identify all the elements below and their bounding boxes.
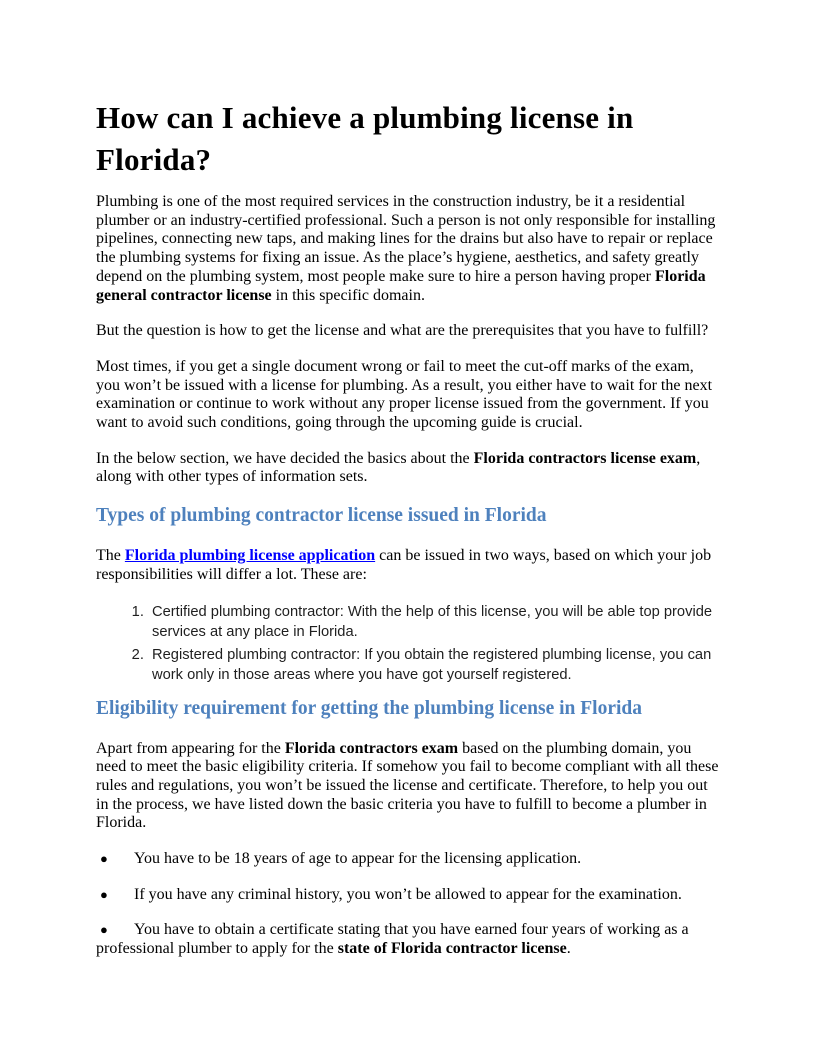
text-run: In the below section, we have decided the basics about the [96, 449, 474, 467]
text-run: can be issued in two ways, based on which your job responsibilities will differ a lot. These are: [96, 547, 712, 583]
document-title: How can I achieve a plumbing license in Florida? [96, 100, 634, 177]
bullet-text [134, 850, 581, 867]
paragraph-eligibility [96, 740, 720, 834]
bold-text-run: Florida contractors license exam [473, 449, 697, 467]
paragraph-license-application [96, 547, 720, 584]
paragraph-most-times [96, 358, 720, 433]
bullet-text [96, 921, 689, 957]
bold-text-run: Florida general contractor license [96, 267, 706, 304]
text-run: in this specific domain. [271, 286, 425, 304]
bullet-item-certificate [96, 921, 720, 958]
list-item-certified: 1. Certified plumbing contractor: With the help of this license, you will be able top provide services at any place in Florida. [148, 602, 720, 642]
paragraph-below-section [96, 450, 720, 487]
paragraph-question [96, 322, 720, 341]
bullet-item-criminal-history [96, 886, 720, 905]
section-heading-eligibility: Eligibility requirement for getting the plumbing license in Florida [96, 697, 643, 719]
text-run: based on the plumbing domain, you need to meet the basic eligibility criteria. If somehow you fail to become compliant with all these rules and regulations, you won’t be issued the license and certificate. Therefore, to help you out in the process, we have listed down the basic criteria you have to fulfill to become a plumber in Florida. [96, 739, 719, 832]
section-heading-types: Types of plumbing contractor license issued in Florida [96, 505, 547, 527]
text-run: You have to be 18 years of age to appear for the licensing application. [134, 850, 582, 868]
bullet-text [134, 886, 682, 903]
text-run: , along with other types of information sets. [96, 449, 701, 486]
bullet-icon: ● [100, 922, 108, 938]
numbered-list-license-types [96, 602, 720, 685]
text-run: The [96, 547, 125, 565]
paragraph-intro [96, 193, 720, 305]
text-run: . [566, 940, 571, 958]
text-run: But the question is how to get the license and what are the prerequisites that you have to fulfill? [96, 322, 709, 340]
text-run: Most times, if you get a single document wrong or fail to meet the cut-off marks of the exam, you won’t be issued with a license for plumbing. As a result, you either have to wait for the next examination or continue to work without any proper license issued from the government. If you want to avoid such conditions, going through the upcoming guide is crucial. [96, 357, 713, 432]
text-run: Apart from appearing for the [96, 739, 285, 757]
bullet-icon: ● [100, 851, 108, 867]
bold-text-run: state of Florida contractor license [337, 940, 567, 958]
text-run: You have to obtain a certificate stating that you have earned four years of working as a professional plumber to apply for the [96, 921, 689, 958]
text-run: Plumbing is one of the most required services in the construction industry, be it a residential plumber or an industry-certified professional. Such a person is not only responsible for installing pipelines, connecting new taps, and making lines for the drains but also have to repair or replace the plumbing systems for fixing an issue. As the place’s hygiene, aesthetics, and safety greatly depend on the plumbing system, most people make sure to hire a person having proper [96, 193, 716, 285]
text-run: If you have any criminal history, you won’t be allowed to appear for the examination. [134, 885, 682, 903]
bold-text-run: Florida contractors exam [284, 739, 459, 757]
bullet-item-age [96, 850, 720, 869]
florida-plumbing-license-application-link[interactable]: Florida plumbing license application [124, 547, 376, 565]
bullet-icon: ● [100, 886, 108, 902]
list-item-registered: 2. Registered plumbing contractor: If you obtain the registered plumbing license, you can work only in those areas where you have got yourself registered. [148, 645, 720, 685]
